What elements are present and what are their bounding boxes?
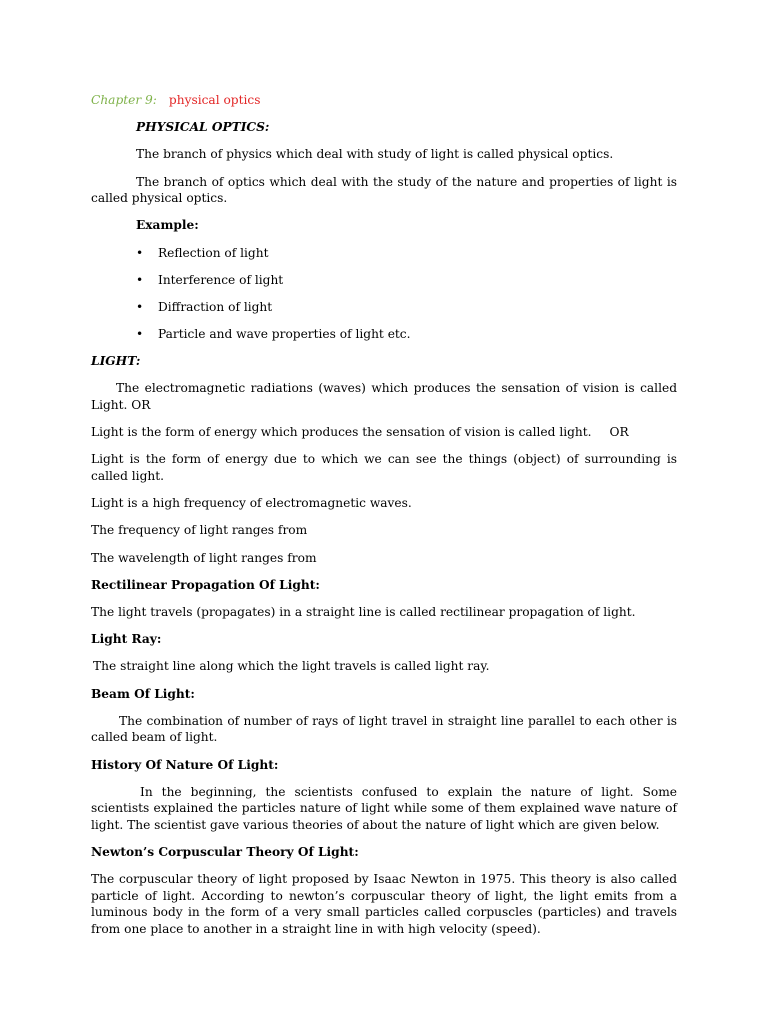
chapter-label: Chapter 9:: [91, 93, 157, 107]
history-heading: History Of Nature Of Light:: [91, 757, 279, 772]
light-definition-3: Light is the form of energy due to which we can see the things (object) of surrounding is called light.: [91, 452, 677, 484]
list-item: • Diffraction of light: [136, 299, 273, 314]
history-text: In the beginning, the scientists confused to explain the nature of light. Some scientists explained the particles nature of light while some of them explained wave nature of light. The scientist gave various theories of about the nature of light which are given below.: [91, 784, 677, 832]
light-ray-heading: Light Ray:: [91, 632, 162, 647]
light-definition-2: Light is the form of energy which produces the sensation of vision is called light. OR: [91, 425, 629, 440]
newton-heading: Newton’s Corpuscular Theory Of Light:: [91, 845, 359, 860]
bullet-icon: •: [136, 245, 144, 260]
light-heading: LIGHT:: [91, 354, 141, 369]
physical-optics-heading: PHYSICAL OPTICS:: [136, 120, 270, 135]
beam-heading: Beam Of Light:: [91, 686, 195, 701]
example-heading: Example:: [136, 218, 199, 233]
bullet-icon: •: [136, 272, 144, 287]
example-list: [91, 245, 677, 343]
beam-text: The combination of number of rays of light travel in straight line parallel to each other is called beam of light.: [91, 713, 677, 745]
light-definition-4: Light is a high frequency of electromagnetic waves.: [91, 496, 412, 511]
bullet-icon: •: [136, 327, 144, 342]
document-page: [91, 92, 677, 948]
list-item: • Interference of light: [136, 272, 284, 287]
light-definition-1: The electromagnetic radiations (waves) which produces the sensation of vision is called Light. OR: [91, 381, 677, 413]
rectilinear-text: The light travels (propagates) in a straight line is called rectilinear propagation of light.: [91, 604, 636, 619]
bullet-icon: •: [136, 299, 144, 314]
chapter-topic: physical optics: [168, 93, 261, 107]
light-wavelength: The wavelength of light ranges from: [91, 550, 317, 565]
physical-optics-definition-1: The branch of physics which deal with study of light is called physical optics.: [136, 147, 614, 162]
list-item: • Reflection of light: [136, 245, 269, 260]
chapter-heading: [91, 92, 677, 109]
light-frequency: The frequency of light ranges from: [91, 523, 308, 538]
light-ray-text: The straight line along which the light travels is called light ray.: [93, 659, 490, 674]
rectilinear-heading: Rectilinear Propagation Of Light:: [91, 577, 320, 592]
newton-text: The corpuscular theory of light proposed by Isaac Newton in 1975. This theory is also called particle of light. According to newton’s corpuscular theory of light, the light emits from a luminous body in the form of a very small particles called corpuscles (particles) and travels from one place to another in a straight line in with high velocity (speed).: [91, 872, 677, 937]
list-item: • Particle and wave properties of light etc.: [136, 327, 411, 342]
physical-optics-definition-2: The branch of optics which deal with the study of the nature and properties of light is called physical optics.: [91, 174, 677, 206]
